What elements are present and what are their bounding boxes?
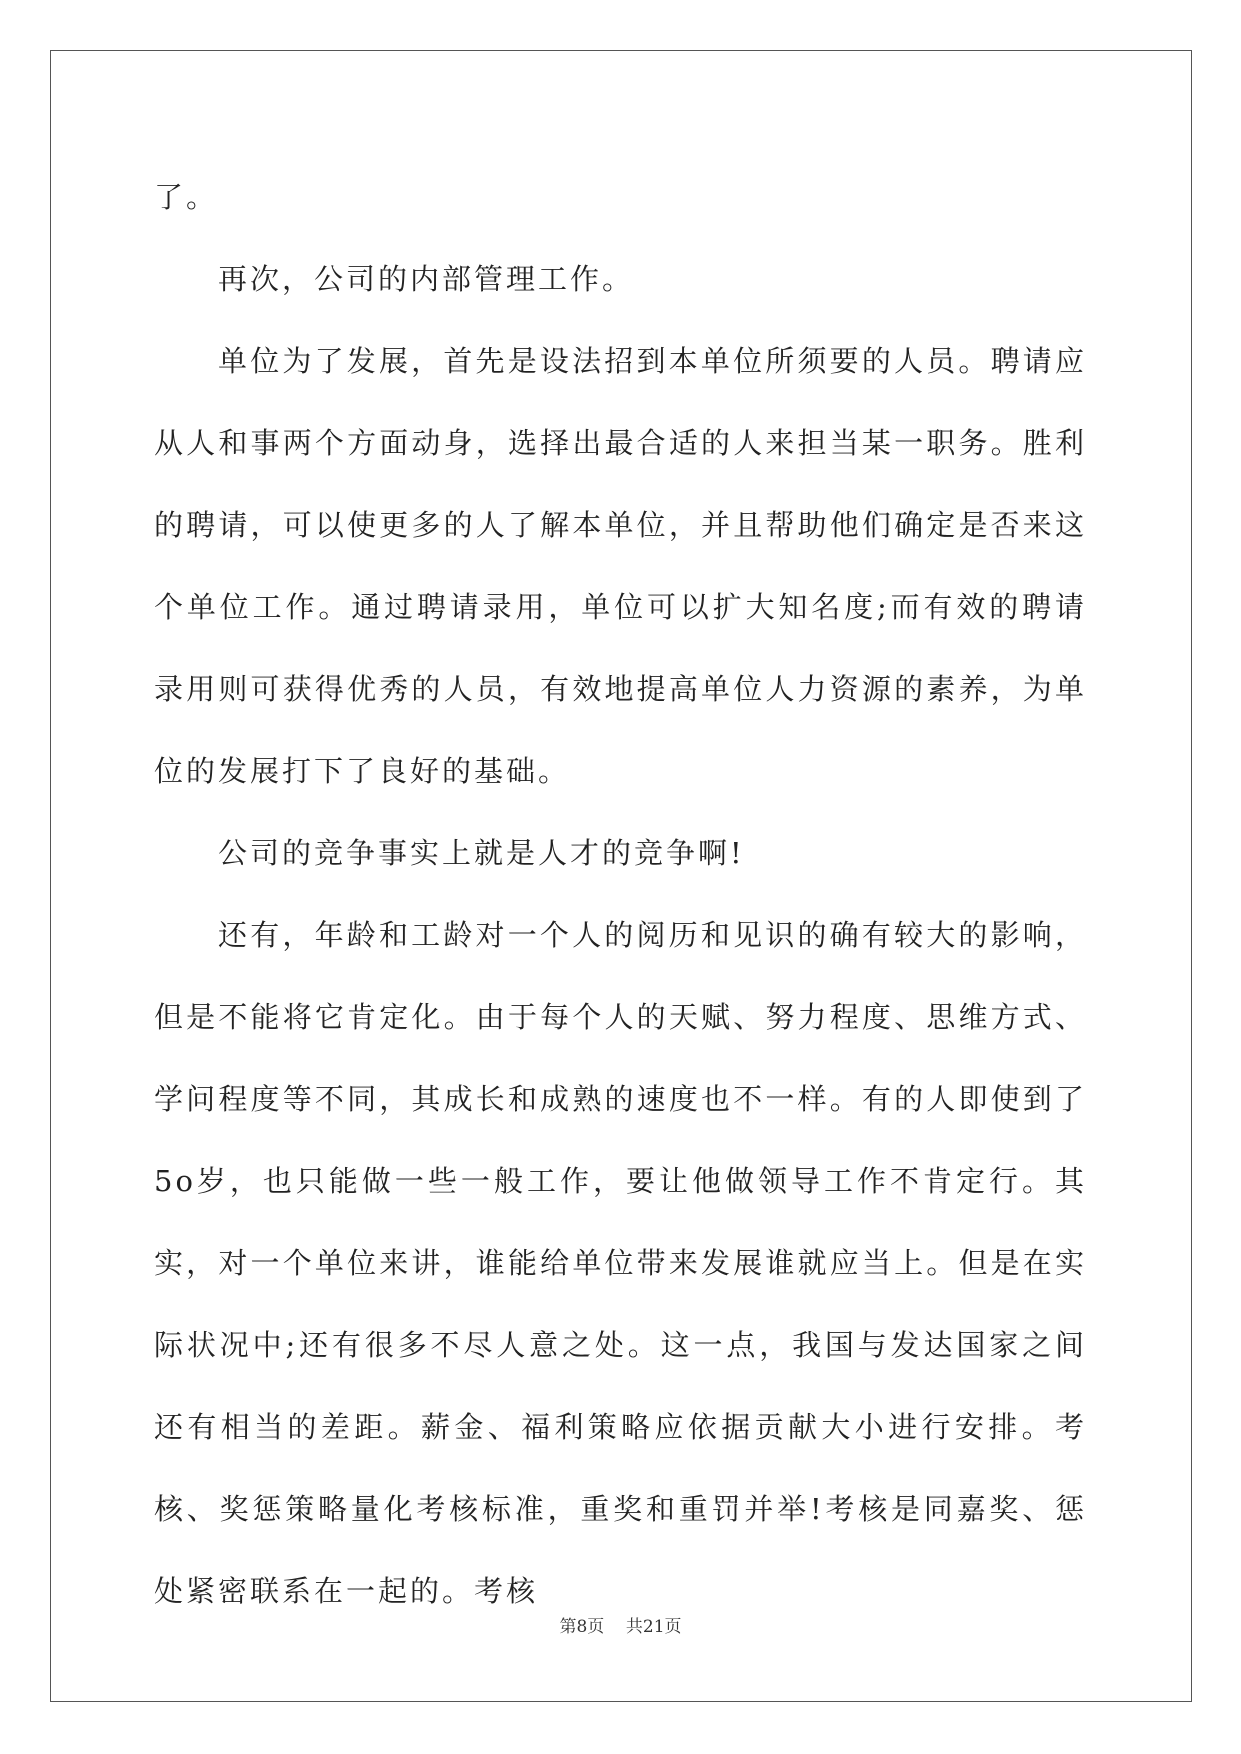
paragraph-2: 再次，公司的内部管理工作。	[218, 262, 635, 296]
footer-total-pages: 21	[642, 1617, 665, 1637]
document-body	[154, 156, 1087, 1632]
paragraph-1: 了。	[154, 180, 219, 214]
footer-page-suffix: 页	[587, 1617, 605, 1637]
page-footer	[0, 1612, 1241, 1637]
paragraph-5: 还有，年龄和工龄对一个人的阅历和见识的确有较大的影响，但是不能将它肯定化。由于每个人的天赋、努力程度、思维方式、学问程度等不同，其成长和成熟的速度也不一样。有的人即使到了5o岁，也只能做一些一般工作，要让他做领导工作不肯定行。其实，对一个单位来讲，谁能给单位带来发展谁就应当上。但是在实际状况中;还有很多不尽人意之处。这一点，我国与发达国家之间还有相当的差距。薪金、福利策略应依据贡献大小进行安排。考核、奖惩策略量化考核标准，重奖和重罚并举!考核是同嘉奖、惩处紧密联系在一起的。考核	[154, 918, 1087, 1608]
paragraph-3: 单位为了发展，首先是设法招到本单位所须要的人员。聘请应从人和事两个方面动身，选择出最合适的人来担当某一职务。胜利的聘请，可以使更多的人了解本单位，并且帮助他们确定是否来这个单位工作。通过聘请录用，单位可以扩大知名度;而有效的聘请录用则可获得优秀的人员，有效地提高单位人力资源的素养，为单位的发展打下了良好的基础。	[154, 344, 1087, 788]
footer-page-prefix: 第	[559, 1617, 577, 1637]
footer-total-prefix: 共	[625, 1617, 643, 1637]
footer-total-suffix: 页	[664, 1617, 682, 1637]
footer-page-number: 8	[576, 1617, 588, 1637]
paragraph-4: 公司的竞争事实上就是人才的竞争啊!	[218, 836, 745, 870]
